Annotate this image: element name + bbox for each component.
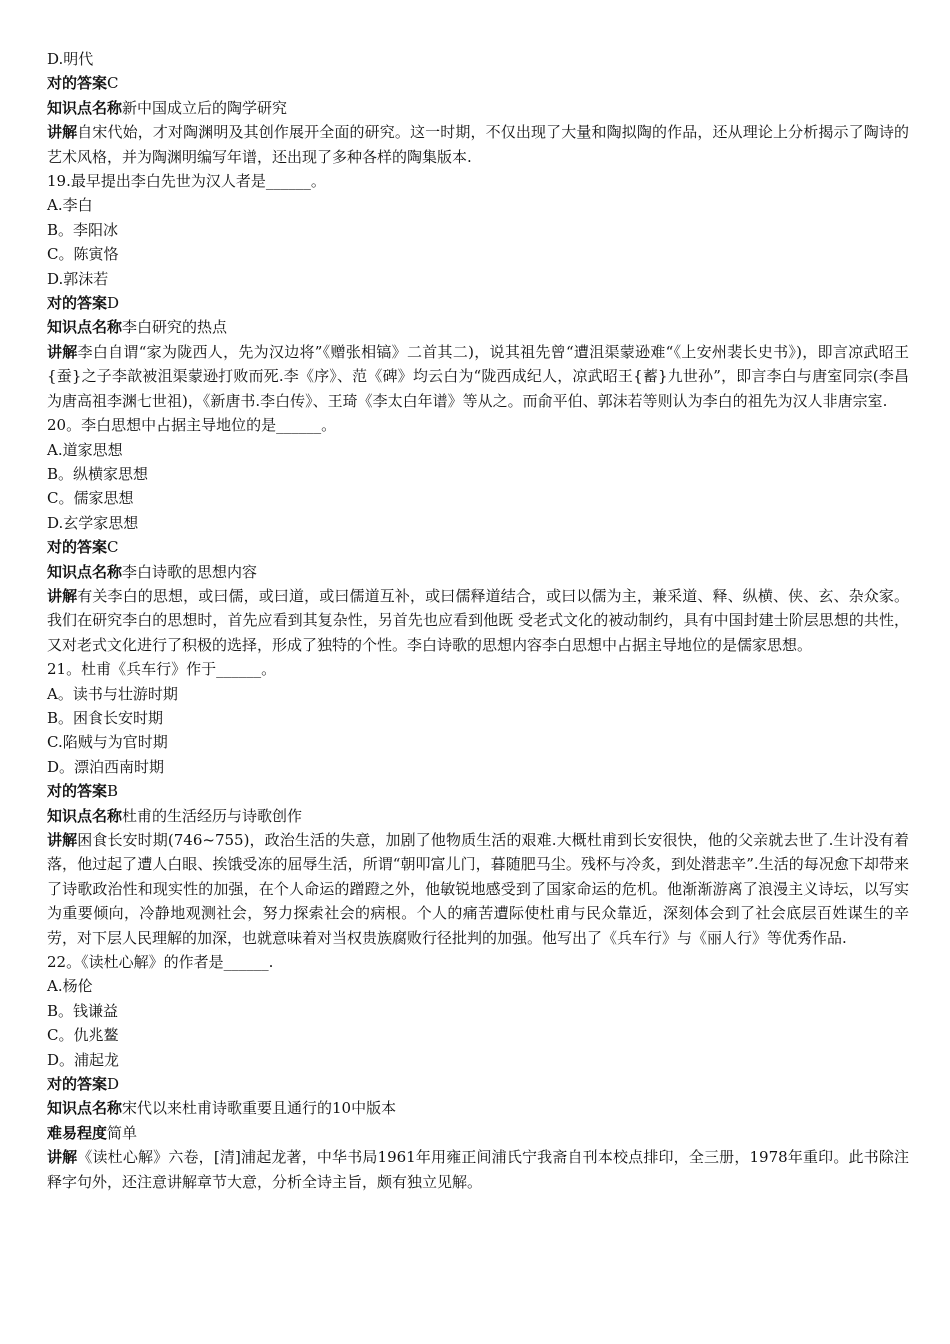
difficulty-value: 简单 [107,1123,138,1142]
knowledge-value: 李白研究的热点 [122,318,228,337]
explain-text: 有关李白的思想，或曰儒，或曰道，或曰儒道互补，或曰儒释道结合，或曰以儒为主，兼采道、释、纵横、侠、玄、杂众家。我们在研究李白的思想时，首先应看到其复杂性，另首先也应看到他既 受老式文化的被动制约，具有中国封建士阶层思想的共性，又对老式文化进行了积极的选择，形成了独特的个性。李白诗歌的思想内容李白思想中占据主导地位的是儒家思想。 [47,586,909,654]
answer-label: 对的答案 [47,782,108,801]
q21-answer-line [47,779,909,803]
q19-option-b: B。李阳冰 [47,220,119,239]
explain-label: 讲解 [47,342,78,361]
explain-text: 困食长安时期(746~755)，政治生活的失意，加剧了他物质生活的艰难.大概杜甫到长安很快，他的父亲就去世了.生计没有着落，他过起了遭人白眼、挨饿受冻的屈辱生活，所谓“朝叩富儿门，暮随肥马尘。残杯与冷炙，到处潜悲辛”.生活的每况愈下却带来了诗歌政治性和现实性的加强，在个人命运的蹭蹬之外，他敏锐地感受到了国家命运的危机。他渐渐游离了浪漫主义诗坛，以写实为重要倾向，冷静地观测社会，努力探索社会的病根。个人的痛苦遭际使杜甫与民众靠近，深刻体会到了社会底层百姓谋生的辛劳，对下层人民理解的加深，也就意味着对当权贵族腐败行径批判的加强。他写出了《兵车行》与《丽人行》等优秀作品. [47,831,909,947]
q19-answer-line [47,291,909,315]
knowledge-value: 新中国成立后的陶学研究 [122,98,288,117]
explain-label: 讲解 [47,831,78,849]
answer-label: 对的答案 [47,1075,108,1094]
explain-label: 讲解 [47,1148,78,1167]
answer-value: C [107,538,119,557]
explain-line [47,120,909,169]
q20-answer-line [47,535,909,559]
question-20: 20。李白思想中占据主导地位的是______。 [47,416,337,435]
answer-value: B [107,782,119,801]
q19-knowledge-line [47,315,909,339]
q21-knowledge-line [47,804,909,828]
explain-label: 讲解 [47,123,78,142]
q22-answer-line [47,1072,909,1096]
question-22: 22。《读杜心解》的作者是______. [47,953,274,972]
explain-text: 李白自谓“家为陇西人，先为汉边将”《赠张相镐》二首其二)，说其祖先曾“遭沮渠蒙逊难“《上安州裴长史书》)，即言凉武昭王{蚕}之子李歆被沮渠蒙逊打败而死.李《序》、范《碑》均云白为“陇西成纪人，凉武昭王{蓄}九世孙”，即言李白与唐室同宗(李昌为唐高祖李渊七世祖)，《新唐书.李白传》、王琦《李太白年谱》等从之。而俞平伯、郭沫若等则认为李白的祖先为汉人非唐宗室. [47,342,909,410]
document-page [47,47,909,1194]
q19-explain-line [47,340,909,413]
answer-line [47,71,909,95]
q22-difficulty-line [47,1121,909,1145]
q20-option-b: B。纵横家思想 [47,464,149,483]
q20-knowledge-line [47,560,909,584]
q20-explain-line [47,584,909,657]
answer-label: 对的答案 [47,538,108,557]
explain-text: 《读杜心解》六卷，[清]浦起龙著，中华书局1961年用雍正间浦氏宁我斋自刊本校点排印，全三册，1978年重印。此书除注释字句外，还注意讲解章节大意，分析全诗主旨，颇有独立见解。 [47,1148,909,1191]
answer-value: D [107,1075,120,1094]
q22-option-d: D。浦起龙 [47,1050,120,1069]
q21-explain-line [47,828,909,950]
q20-option-c: C。儒家思想 [47,489,134,508]
question-21: 21。杜甫《兵车行》作于______。 [47,660,277,679]
q22-option-b: B。钱谦益 [47,1001,119,1020]
explain-label: 讲解 [47,586,78,605]
knowledge-label: 知识点名称 [47,98,123,117]
q22-option-a: A.杨伦 [47,977,93,996]
q21-option-c: C.陷贼与为官时期 [47,733,168,752]
knowledge-label: 知识点名称 [47,1099,123,1118]
knowledge-value: 杜甫的生活经历与诗歌创作 [122,806,303,825]
question-19: 19.最早提出李白先世为汉人者是______。 [47,172,326,191]
q22-option-c: C。仇兆鳌 [47,1026,119,1045]
answer-label: 对的答案 [47,74,108,93]
q19-option-a: A.李白 [47,196,93,215]
q21-option-d: D。漂泊西南时期 [47,757,165,776]
knowledge-value: 宋代以来杜甫诗歌重要且通行的10中版本 [122,1099,397,1118]
answer-label: 对的答案 [47,294,108,313]
answer-value: D [107,294,120,313]
q19-option-c: C。陈寅恪 [47,245,119,264]
q20-option-a: A.道家思想 [47,440,123,459]
q20-option-d: D.玄学家思想 [47,513,139,532]
knowledge-label: 知识点名称 [47,562,123,581]
q22-explain-line [47,1145,909,1194]
knowledge-label: 知识点名称 [47,806,123,825]
knowledge-label: 知识点名称 [47,318,123,337]
q22-knowledge-line [47,1096,909,1120]
explain-text: 自宋代始，才对陶渊明及其创作展开全面的研究。这一时期，不仅出现了大量和陶拟陶的作品，还从理论上分析揭示了陶诗的艺术风格，并为陶渊明编写年谱，还出现了多种各样的陶集版本. [47,123,909,166]
difficulty-label: 难易程度 [47,1123,108,1142]
knowledge-line [47,96,909,120]
knowledge-value: 李白诗歌的思想内容 [122,562,258,581]
option-d: D.明代 [47,50,94,68]
answer-value: C [107,74,119,93]
q21-option-b: B。困食长安时期 [47,708,164,727]
q21-option-a: A。读书与壮游时期 [47,684,178,703]
q19-option-d: D.郭沫若 [47,269,109,288]
